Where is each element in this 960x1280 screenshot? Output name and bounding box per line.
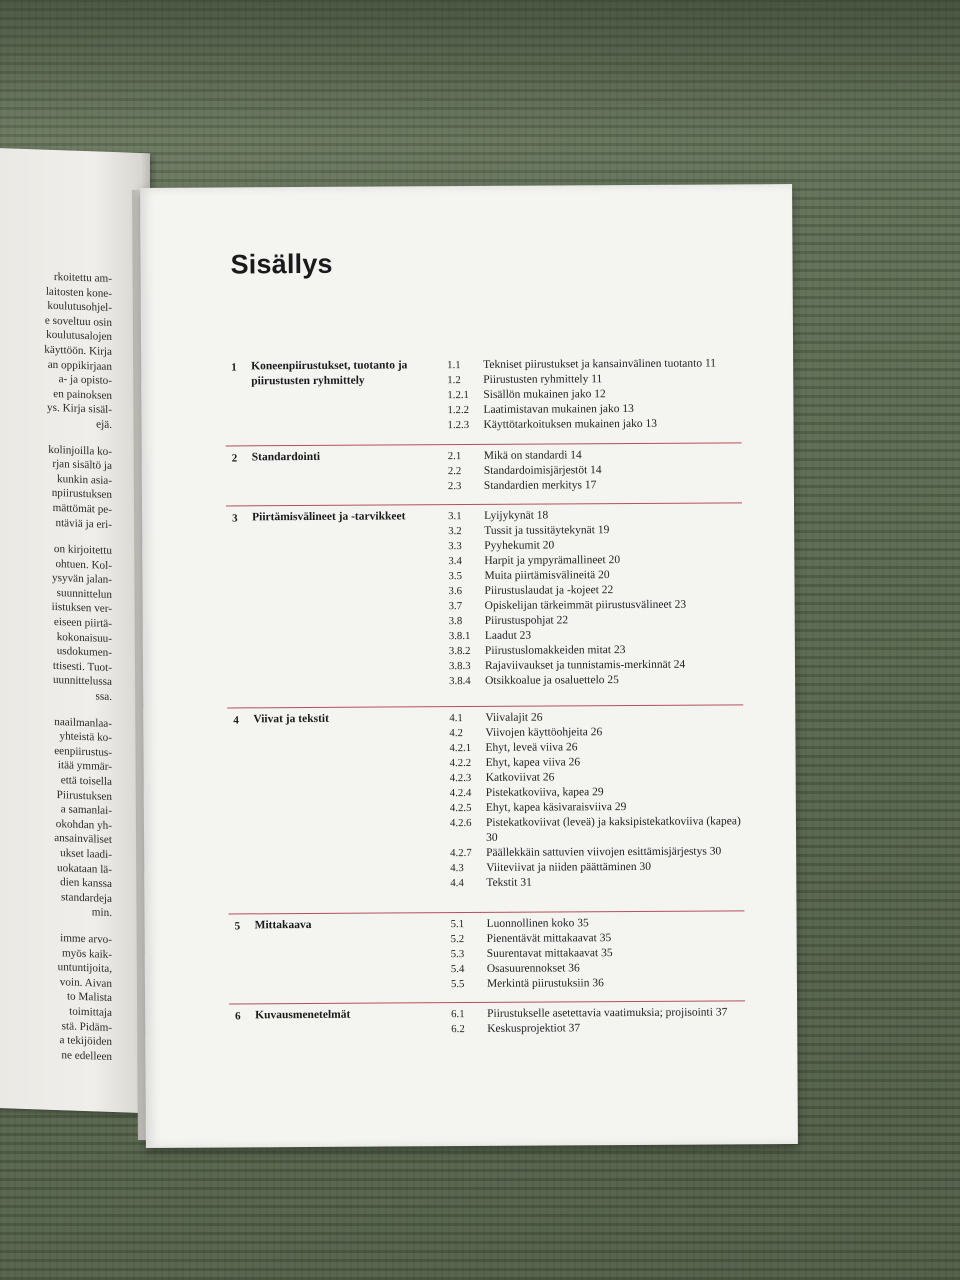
entry-number: 4.4 bbox=[450, 877, 464, 890]
left-text-line: ttisesti. Tuot- bbox=[52, 659, 112, 674]
entry-title: Laatimistavan mukainen jako 13 bbox=[483, 402, 634, 416]
left-text-line: ne edelleen bbox=[61, 1048, 112, 1063]
left-text-line: suunnittelun bbox=[56, 586, 112, 601]
left-text-line: standardeja bbox=[61, 890, 112, 905]
entry-number: 5.2 bbox=[450, 933, 465, 946]
left-text-line: an oppikirjaan bbox=[47, 358, 112, 373]
entry-title: Ehyt, kapea käsivaraisviiva 29 bbox=[485, 801, 627, 814]
section-number: 6 bbox=[235, 1010, 241, 1023]
left-text-line: ntäviä ja eri- bbox=[55, 516, 112, 531]
left-paragraph bbox=[0, 441, 112, 532]
section-number: 5 bbox=[234, 920, 241, 933]
entry-title: Piirustuspohjat 22 bbox=[484, 614, 569, 627]
left-text-line: kunkin asia- bbox=[57, 472, 112, 487]
entry-number: 3.8 bbox=[448, 615, 463, 628]
section-title: Koneenpiirustukset, tuotanto ja piirustusten ryhmittely bbox=[251, 359, 408, 388]
left-text-line: että toisella bbox=[60, 774, 112, 788]
entry-title: Tekstit 31 bbox=[486, 876, 532, 889]
entry-title: Katkoviivat 26 bbox=[485, 771, 555, 784]
toc-entry bbox=[450, 874, 750, 891]
entry-number: 4.2.4 bbox=[449, 786, 472, 800]
entry-number: 4.3 bbox=[450, 862, 464, 875]
left-text-line: itää ymmär- bbox=[57, 759, 112, 774]
entry-number: 4.2.7 bbox=[450, 846, 472, 860]
left-text-line: ejä. bbox=[96, 418, 112, 431]
entry-title: Piirustuslaudat ja -kojeet 22 bbox=[484, 584, 614, 597]
entry-title: Piirustukselle asetettavia vaatimuksia; projisointi 37 bbox=[487, 1006, 728, 1020]
toc-section bbox=[225, 352, 741, 432]
left-text-line: kolinjoilla ko- bbox=[48, 443, 112, 458]
entry-number: 3.3 bbox=[448, 540, 462, 553]
entry-number: 5.1 bbox=[450, 918, 465, 931]
left-text-line: yhteistä ko- bbox=[59, 730, 112, 745]
entry-number: 3.7 bbox=[448, 600, 463, 613]
toc-entry-list bbox=[449, 709, 750, 891]
toc-section bbox=[229, 1000, 745, 1036]
entry-title: Pyyhekumit 20 bbox=[484, 539, 555, 552]
left-text-line: ukset laadi- bbox=[60, 847, 112, 861]
left-text-line: laitosten kone- bbox=[45, 285, 112, 300]
left-text-line: en painoksen bbox=[53, 387, 112, 402]
left-paragraph bbox=[0, 540, 112, 704]
entry-number: 4.2.2 bbox=[449, 756, 472, 770]
left-text-line: ys. Kirja sisäl- bbox=[47, 402, 112, 417]
toc-section bbox=[226, 502, 742, 688]
entry-title: Osasuurennokset 36 bbox=[486, 962, 580, 975]
left-text-line: e soveltuu osin bbox=[44, 314, 112, 329]
left-text-line: eiseen piirtä- bbox=[53, 616, 112, 631]
entry-title: Harpit ja ympyrämallineet 20 bbox=[484, 554, 621, 567]
entry-title: Luonnollinen koko 35 bbox=[486, 917, 589, 930]
entry-title: Standardoimisjärjestöt 14 bbox=[483, 464, 602, 477]
left-text-line: eenpiirustus- bbox=[54, 744, 112, 759]
entry-number: 2.1 bbox=[447, 450, 462, 463]
entry-number: 1.2.2 bbox=[447, 403, 470, 417]
entry-title: Sisällön mukainen jako 12 bbox=[483, 388, 606, 401]
left-text-line: ohtuen. Kol- bbox=[55, 557, 112, 572]
left-text-line: npiirustuksen bbox=[51, 487, 112, 502]
entry-title: Tussit ja tussitäytekynät 19 bbox=[484, 524, 610, 537]
entry-number: 4.2.5 bbox=[449, 801, 472, 815]
entry-number: 3.8.1 bbox=[448, 629, 471, 643]
entry-number: 3.8.3 bbox=[448, 659, 471, 673]
left-text-line: iistuksen ver- bbox=[51, 601, 112, 616]
toc-entry bbox=[451, 975, 751, 992]
left-page bbox=[0, 147, 150, 1114]
entry-title: Standardien merkitys 17 bbox=[483, 479, 597, 492]
section-title: Piirtämisvälineet ja -tarvikkeet bbox=[252, 510, 406, 524]
entry-number: 5.5 bbox=[450, 978, 465, 991]
left-text-line: ssa. bbox=[95, 690, 112, 704]
left-text-line: untuntijoita, bbox=[57, 961, 112, 976]
entry-number: 4.2.6 bbox=[449, 816, 472, 830]
right-page bbox=[140, 184, 798, 1148]
section-title: Kuvausmenetelmät bbox=[255, 1008, 351, 1022]
section-title: Viivat ja tekstit bbox=[253, 712, 329, 726]
table-of-contents bbox=[140, 184, 798, 1148]
toc-section bbox=[227, 704, 743, 890]
left-text-line: myös kaik- bbox=[61, 946, 112, 961]
left-text-line: to Malista bbox=[66, 990, 112, 1005]
section-title: Mittakaava bbox=[254, 918, 312, 932]
left-paragraph bbox=[0, 929, 112, 1064]
entry-title: Päällekkäin sattuvien viivojen esittämisjärjestys 30 bbox=[486, 845, 722, 859]
entry-number: 4.2.3 bbox=[449, 771, 472, 785]
left-text-line: rkoitettu am- bbox=[53, 270, 112, 285]
entry-title: Ehyt, kapea viiva 26 bbox=[485, 756, 581, 769]
entry-title: Keskusprojektiot 37 bbox=[487, 1022, 581, 1035]
entry-title: Mikä on standardi 14 bbox=[483, 449, 582, 462]
left-text-line: usdokumen- bbox=[56, 645, 112, 660]
left-paragraph bbox=[0, 713, 112, 921]
left-text-line: okohdan yh- bbox=[55, 817, 112, 832]
entry-number: 3.6 bbox=[448, 585, 463, 598]
entry-number: 6.1 bbox=[451, 1008, 465, 1021]
entry-title: Tekniset piirustukset ja kansainvälinen tuotanto 11 bbox=[483, 357, 717, 371]
toc-section bbox=[226, 442, 742, 493]
entry-number: 1.1 bbox=[447, 359, 461, 372]
entry-title: Pistekatkoviiva, kapea 29 bbox=[485, 786, 604, 799]
left-text-line: kokonaisuu- bbox=[56, 630, 112, 645]
toc-entry bbox=[450, 814, 750, 846]
left-text-line: imme arvo- bbox=[60, 932, 112, 946]
entry-title: Piirustuslomakkeiden mitat 23 bbox=[484, 644, 626, 657]
toc-entry-list bbox=[447, 356, 747, 433]
toc-entry bbox=[448, 477, 748, 494]
entry-number: 3.4 bbox=[448, 555, 462, 568]
entry-title: Merkintä piirustuksiin 36 bbox=[486, 977, 604, 990]
entry-title: Piirustusten ryhmittely 11 bbox=[483, 373, 603, 386]
left-text-line: käyttöön. Kirja bbox=[44, 343, 112, 358]
entry-title: Käyttötarkoituksen mukainen jako 13 bbox=[483, 417, 657, 431]
left-text-line: stä. Pidäm- bbox=[61, 1019, 112, 1034]
left-text-line: naailmanlaa- bbox=[54, 715, 112, 730]
entry-title: Muita piirtämisvälineitä 20 bbox=[484, 569, 610, 582]
entry-number: 4.1 bbox=[449, 712, 463, 725]
left-text-line: ysyvän jalan- bbox=[52, 572, 112, 587]
entry-title: Pistekatkoviivat (leveä) ja kaksipistekatkoviiva (kapea) 30 bbox=[485, 815, 741, 844]
left-text-line: rjan sisältö ja bbox=[52, 458, 112, 473]
left-text-line: a- ja opisto- bbox=[58, 373, 112, 388]
page-title: Sisällys bbox=[230, 248, 333, 280]
toc-entry-list bbox=[451, 1005, 751, 1037]
left-text-line: dien kanssa bbox=[60, 876, 112, 891]
background-shadow bbox=[0, 0, 960, 140]
left-text-line: mättömät pe- bbox=[52, 501, 112, 516]
toc-entry-list bbox=[451, 915, 751, 992]
entry-number: 3.5 bbox=[448, 570, 462, 583]
left-text-line: voin. Aivan bbox=[59, 975, 112, 990]
entry-number: 3.8.4 bbox=[449, 674, 471, 688]
entry-number: 6.2 bbox=[451, 1023, 465, 1036]
left-text-line: on kirjoitettu bbox=[53, 543, 112, 558]
entry-number: 3.2 bbox=[448, 525, 462, 538]
entry-number: 5.4 bbox=[450, 963, 465, 976]
left-text-line: a samanlai- bbox=[60, 803, 112, 818]
left-text-line: koulutusohjel- bbox=[47, 299, 112, 315]
entry-title: Laadut 23 bbox=[484, 629, 532, 642]
entry-title: Lyijykynät 18 bbox=[484, 509, 549, 522]
entry-number: 3.8.2 bbox=[448, 644, 471, 658]
toc-entry bbox=[447, 416, 747, 433]
entry-title: Ehyt, leveä viiva 26 bbox=[485, 741, 578, 754]
entry-title: Pienentävät mittakaavat 35 bbox=[486, 932, 612, 945]
entry-number: 2.2 bbox=[447, 465, 462, 478]
entry-number: 3.1 bbox=[448, 510, 462, 523]
left-text-line: koulutusalojen bbox=[46, 329, 112, 344]
section-number: 1 bbox=[231, 361, 237, 374]
left-text-line: toimittaja bbox=[69, 1005, 112, 1019]
left-page-text bbox=[0, 268, 112, 1076]
section-number: 3 bbox=[232, 512, 238, 525]
left-text-line: uokataan lä- bbox=[57, 861, 112, 876]
entry-number: 1.2.1 bbox=[447, 388, 469, 402]
entry-number: 1.2 bbox=[447, 374, 461, 387]
entry-title: Viiteviivat ja niiden päättäminen 30 bbox=[486, 860, 652, 874]
entry-title: Viivalajit 26 bbox=[485, 711, 543, 724]
toc-entry bbox=[451, 1020, 751, 1037]
entry-title: Opiskelijan tärkeimmät piirustusvälineet 23 bbox=[484, 598, 687, 612]
entry-number: 4.2 bbox=[449, 727, 463, 740]
toc-entry-list bbox=[448, 507, 749, 689]
entry-number: 5.3 bbox=[450, 948, 465, 961]
toc-entry bbox=[449, 672, 749, 689]
entry-title: Viivojen käyttöohjeita 26 bbox=[485, 726, 603, 739]
entry-number: 1.2.3 bbox=[447, 418, 470, 432]
section-number: 4 bbox=[233, 714, 239, 727]
left-text-line: Piirustuksen bbox=[56, 788, 112, 803]
left-text-line: ansainväliset bbox=[54, 832, 112, 847]
entry-number: 2.3 bbox=[447, 480, 462, 493]
section-number: 2 bbox=[231, 452, 238, 465]
left-text-line: a tekijöiden bbox=[59, 1034, 112, 1049]
entry-title: Otsikkoalue ja osaluettelo 25 bbox=[485, 674, 619, 687]
left-text-line: min. bbox=[91, 906, 112, 920]
entry-number: 4.2.1 bbox=[449, 741, 472, 755]
left-text-line: uunnittelussa bbox=[52, 674, 112, 689]
left-paragraph bbox=[0, 268, 112, 432]
entry-title: Rajaviivaukset ja tunnistamis-merkinnät 24 bbox=[484, 658, 686, 672]
toc-entry-list bbox=[448, 447, 748, 494]
section-title: Standardointi bbox=[251, 450, 321, 464]
toc-section bbox=[229, 910, 745, 991]
entry-title: Suurentavat mittakaavat 35 bbox=[486, 947, 613, 960]
